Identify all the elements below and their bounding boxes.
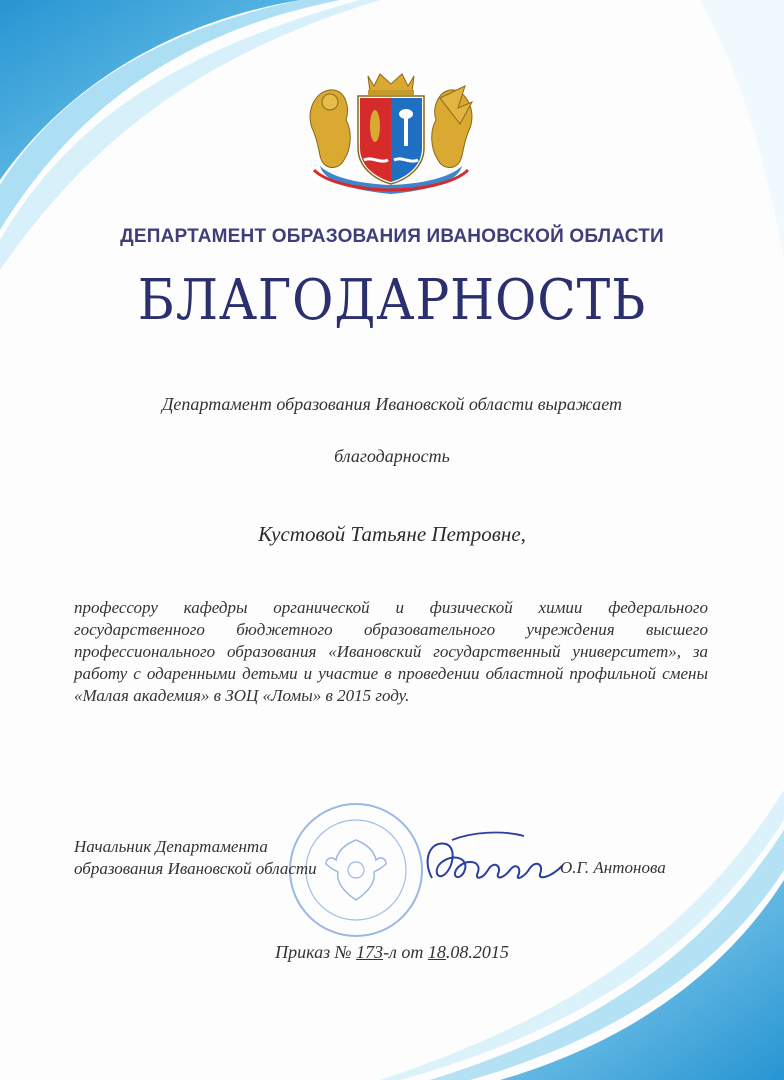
thanks-word: благодарность [334, 446, 450, 466]
order-reference [0, 942, 784, 963]
body-text: профессору кафедры органической и физической химии федерального государственного бюджетного образовательного учреждения высшего профессионального образования «Ивановский государственный университет», за работу с одаренными детьми и участие в проведении областной профильной смены «Малая академия» в ЗОЦ «Ломы» в 2015 году. [74, 598, 708, 705]
department-title: ДЕПАРТАМЕНТ ОБРАЗОВАНИЯ ИВАНОВСКОЙ ОБЛАСТИ [120, 226, 664, 247]
coat-of-arms-emblem [300, 68, 482, 196]
order-number: 173 [356, 942, 384, 962]
order-date-rest: .08.2015 [445, 942, 509, 962]
order-suffix: -л от [383, 942, 424, 962]
handwritten-signature [412, 820, 577, 900]
recipient-name: Кустовой Татьяне Петровне, [258, 522, 526, 546]
document-title: БЛАГОДАРНОСТЬ [137, 268, 647, 333]
signatory-position-line2: образования Ивановской области [74, 859, 317, 878]
intro-line: Департамент образования Ивановской области выражает [161, 394, 623, 414]
order-day: 18 [427, 942, 446, 962]
order-prefix: Приказ № [275, 942, 352, 962]
signatory-position [74, 836, 317, 880]
signatory-position-line1: Начальник Департамента [74, 837, 268, 856]
signatory-name: О.Г. Антонова [560, 858, 666, 877]
